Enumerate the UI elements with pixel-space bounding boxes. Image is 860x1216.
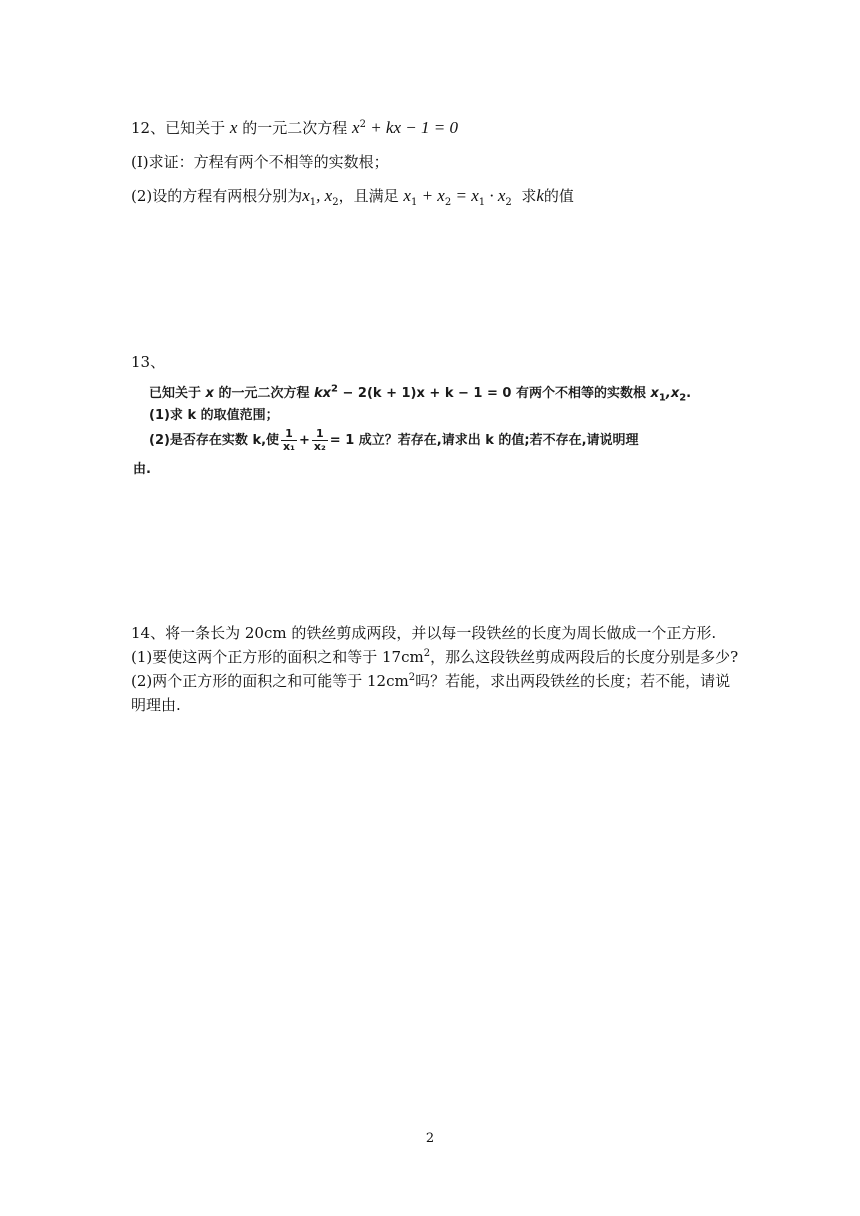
q13-fraction-1: $\frac{1}{\text{x₁}}$ <box>283 427 295 453</box>
q14-line2: (1)要使这两个正方形的面积之和等于 $17cm^2$，那么这段铁丝剪成两段后的长度分别是多少? <box>131 648 739 666</box>
q12-equation: $x^2$ + kx − 1 = 0 <box>352 118 458 137</box>
q14-line4: 明理由. <box>131 696 181 714</box>
q14-line1: 14、将一条长为 20cm 的铁丝剪成两段，并以每一段铁丝的长度为周长做成一个正方形. <box>131 624 717 642</box>
q13-line4: 由. <box>133 462 151 477</box>
q14-line3: (2)两个正方形的面积之和可能等于 $12cm^2$吗？若能，求出两段铁丝的长度；若不能，请说 <box>131 672 731 690</box>
q12-condition: $x_1 + x_2 = x_1 \cdot x_2$ <box>403 186 512 208</box>
q13-line1: 已知关于 x 的一元二次方程 $kx^2 - 2(k + 1)x + k - 1 = 0$ 有两个不相等的实数根 $x_1,x_2$. <box>149 383 692 404</box>
q12-part2: (2)设的方程有两根分别为$x_1$, $x_2$，且满足 $x_1 + x_2 = x_1 \cdot x_2$ 求k的值 <box>131 186 574 208</box>
page-number: 2 <box>425 1131 435 1146</box>
q13-line3: (2)是否存在实数 k,使 $\frac{1}{\text{x₁}}$ + $\frac{1}{\text{x₂}}$ = 1 成立？若存在,请求出 k 的值;若不存在,请说明理 <box>149 427 639 453</box>
q12-number: 12、 <box>131 119 166 137</box>
q13-scanned-problem <box>133 378 713 476</box>
q13-line2: (1)求 k 的取值范围； <box>149 408 279 423</box>
q13-number: 13、 <box>131 353 166 371</box>
q12-part1: (I)求证：方程有两个不相等的实数根； <box>131 153 389 171</box>
q13-fraction-2: $\frac{1}{\text{x₂}}$ <box>313 427 326 453</box>
q12-stem: 12、已知关于 x 的一元二次方程 $x^2$ + kx − 1 = 0 <box>131 118 458 137</box>
